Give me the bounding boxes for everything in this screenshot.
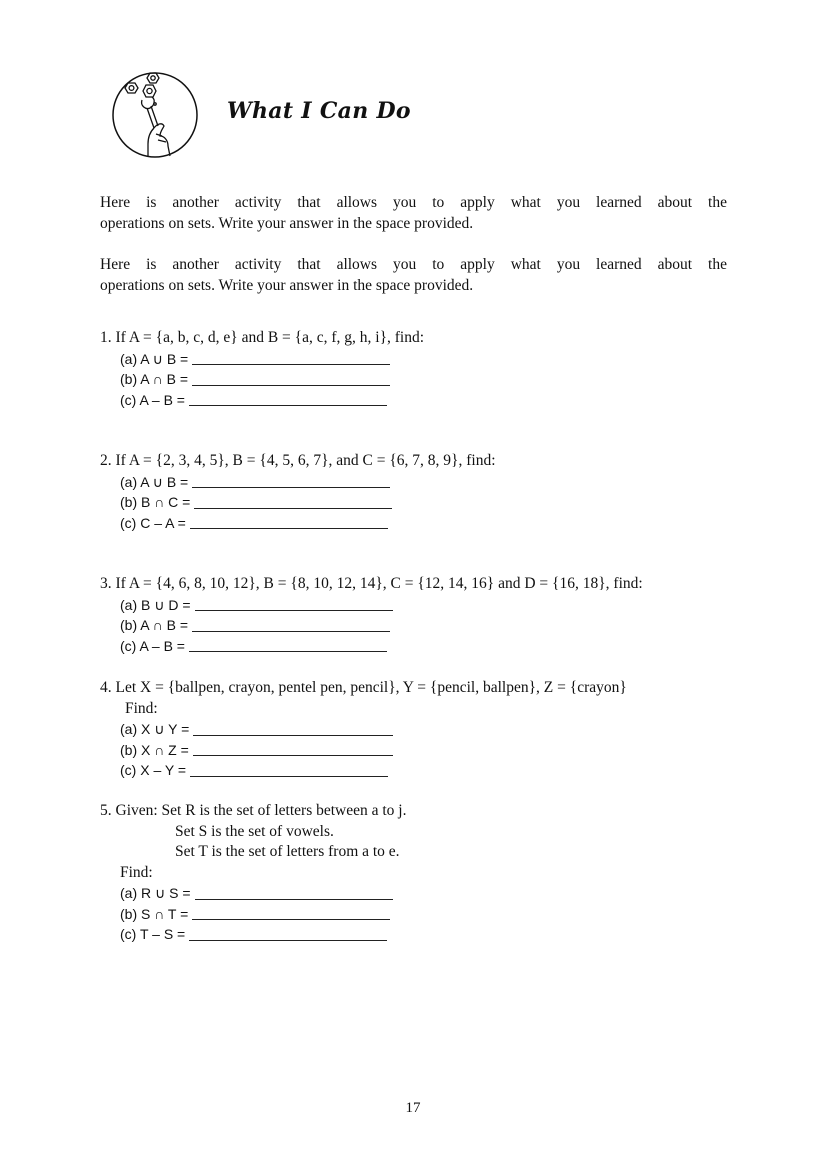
item-label: (c) X – Y =: [120, 762, 187, 778]
intro-line: operations on sets. Write your answer in the space provided.: [100, 276, 474, 294]
answer-blank[interactable]: [193, 741, 393, 756]
question-3: [100, 574, 643, 656]
item-label: (a) A ∪ B =: [120, 350, 189, 367]
question-1: [100, 328, 424, 410]
question-stem: 4. Let X = {ballpen, crayon, pentel pen, pencil}, Y = {pencil, ballpen}, Z = {crayon}: [100, 679, 627, 696]
question-stem: 3. If A = {4, 6, 8, 10, 12}, B = {8, 10, 12, 14}, C = {12, 14, 16} and D = {16, 18}, find:: [100, 575, 643, 592]
answer-blank[interactable]: [190, 514, 388, 529]
answer-blank[interactable]: [192, 371, 390, 386]
answer-blank[interactable]: [192, 473, 390, 488]
item-label: (b) S ∩ T =: [120, 905, 189, 922]
item-label: (c) T – S =: [120, 926, 186, 942]
item-label: (b) A ∩ B =: [120, 371, 189, 387]
answer-item: [100, 760, 627, 781]
page-number: 17: [405, 1100, 421, 1116]
given-line: Set S is the set of vowels.: [175, 822, 334, 840]
section-header: [110, 70, 510, 165]
answer-item: [100, 492, 496, 513]
hand-wrench-nuts-icon: [110, 70, 200, 160]
question-4: [100, 678, 627, 781]
intro-paragraph-2: [100, 255, 727, 296]
answer-blank[interactable]: [189, 391, 387, 406]
answer-item: [100, 369, 424, 390]
answer-blank[interactable]: [189, 926, 387, 941]
answer-blank[interactable]: [192, 905, 390, 920]
answer-item: [100, 636, 643, 657]
answer-item: [100, 349, 424, 370]
question-stem: 2. If A = {2, 3, 4, 5}, B = {4, 5, 6, 7}, and C = {6, 7, 8, 9}, find:: [100, 452, 496, 469]
answer-item: [100, 924, 407, 945]
answer-item: [100, 719, 627, 740]
find-label: Find:: [120, 863, 153, 881]
item-label: (a) B ∪ D =: [120, 596, 191, 613]
answer-blank[interactable]: [195, 885, 393, 900]
answer-item: [100, 740, 627, 761]
answer-blank[interactable]: [192, 350, 390, 365]
item-label: (a) A ∪ B =: [120, 473, 189, 490]
question-5: [100, 801, 407, 945]
answer-item: [100, 904, 407, 925]
intro-line: Here is another activity that allows you to apply what you learned about the: [100, 256, 727, 273]
answer-blank[interactable]: [193, 721, 393, 736]
item-label: (b) A ∩ B =: [120, 617, 189, 633]
find-label: Find:: [125, 699, 158, 717]
item-label: (b) X ∩ Z =: [120, 741, 189, 758]
answer-item: [100, 390, 424, 411]
item-label: (c) A – B =: [120, 637, 185, 654]
answer-blank[interactable]: [190, 762, 388, 777]
answer-item: [100, 883, 407, 904]
answer-item: [100, 513, 496, 534]
item-label: (c) A – B =: [120, 391, 185, 408]
item-label: (a) R ∪ S =: [120, 885, 191, 901]
intro-paragraph-1: [100, 193, 727, 234]
section-title: What I Can Do: [227, 98, 411, 124]
question-2: [100, 451, 496, 533]
item-label: (b) B ∩ C =: [120, 494, 191, 510]
answer-item: [100, 615, 643, 636]
intro-line: operations on sets. Write your answer in the space provided.: [100, 214, 474, 232]
given-line: Set T is the set of letters from a to e.: [175, 843, 400, 860]
item-label: (c) C – A =: [120, 514, 186, 531]
answer-blank[interactable]: [189, 637, 387, 652]
answer-blank[interactable]: [195, 596, 393, 611]
answer-blank[interactable]: [192, 617, 390, 632]
question-stem: 5. Given: Set R is the set of letters between a to j.: [100, 802, 407, 819]
answer-item: [100, 472, 496, 493]
intro-line: Here is another activity that allows you to apply what you learned about the: [100, 194, 727, 211]
answer-item: [100, 595, 643, 616]
question-stem: 1. If A = {a, b, c, d, e} and B = {a, c, f, g, h, i}, find:: [100, 329, 425, 346]
answer-blank[interactable]: [194, 494, 392, 509]
item-label: (a) X ∪ Y =: [120, 721, 190, 737]
